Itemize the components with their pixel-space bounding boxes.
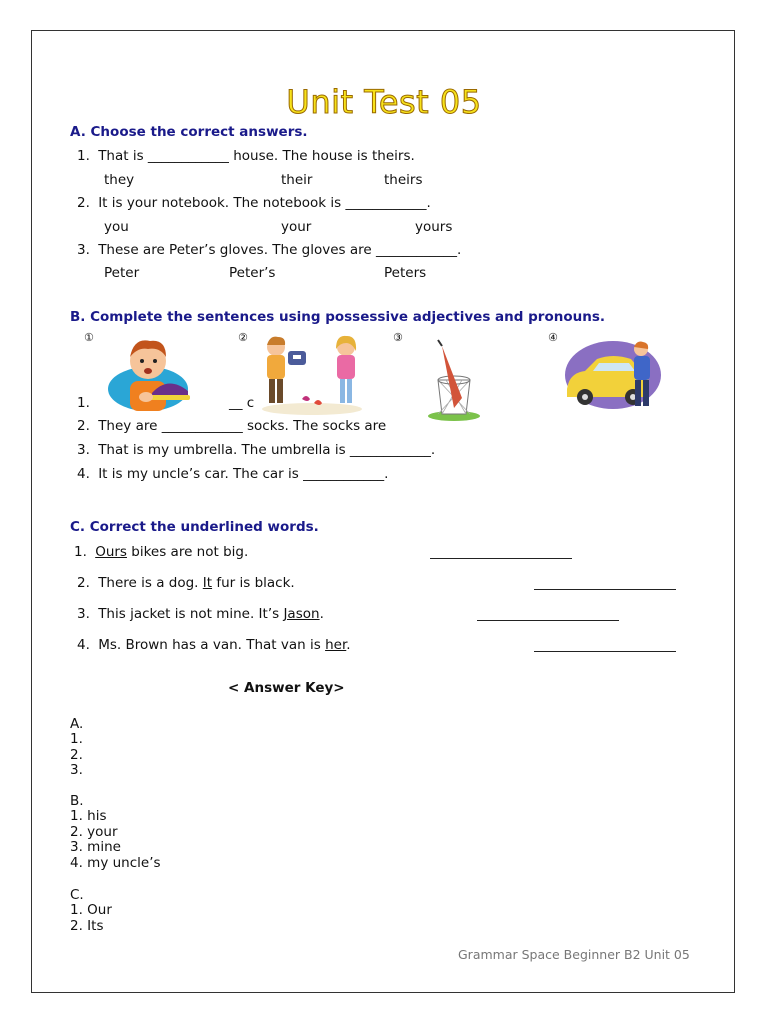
item-text-after: bikes are not big.: [126, 544, 249, 560]
question-text: It is your notebook. The notebook is ____________.: [98, 195, 431, 211]
correction-item-4: [77, 637, 351, 653]
question-text: These are Peter’s gloves. The gloves are ____________.: [98, 242, 462, 258]
sentence-text: They are ____________ socks. The socks are: [98, 418, 387, 434]
item-number: 4.: [77, 637, 90, 653]
item-text-before: Ms. Brown has a van. That van is: [98, 637, 326, 653]
underlined-word: her: [325, 637, 347, 653]
option-a1-3: theirs: [384, 172, 423, 188]
answer-line: 2.: [70, 746, 83, 763]
option-a2-2: your: [281, 219, 312, 235]
answer-line: 3. mine: [70, 839, 121, 856]
item-number: 2.: [77, 575, 90, 591]
answer-line: 3.: [70, 762, 83, 779]
answer-key-c: [70, 888, 112, 934]
page-title: Unit Test 05: [286, 83, 482, 121]
item-text-after: fur is black.: [212, 575, 295, 591]
sentence-b3: [77, 442, 435, 458]
sentence-number: 1.: [77, 395, 90, 411]
picture-number-3: ③: [393, 331, 403, 344]
answer-key-label: B.: [70, 793, 84, 809]
answer-line: 2. your: [70, 823, 118, 840]
answer-line-c1[interactable]: [430, 558, 572, 559]
answer-line-c2[interactable]: [534, 589, 676, 590]
option-a3-3: Peters: [384, 265, 427, 281]
uncle-car-illustration: [563, 337, 667, 417]
answer-line-c4[interactable]: [534, 651, 676, 652]
item-number: 1.: [74, 544, 87, 560]
correction-item-2: [77, 575, 295, 591]
answer-line: 4. my uncle’s: [70, 854, 161, 871]
item-text-after: .: [319, 606, 324, 622]
item-text-after: .: [346, 637, 351, 653]
question-number: 2.: [77, 195, 90, 211]
sentence-b1: [77, 395, 90, 411]
underlined-word: It: [202, 575, 213, 591]
option-a1-1: they: [104, 172, 135, 188]
item-number: 3.: [77, 606, 90, 622]
question-a3: [77, 242, 461, 258]
option-a2-1: you: [104, 219, 129, 235]
sentence-b2: [77, 418, 386, 434]
underlined-word: Jason: [283, 606, 320, 622]
underlined-word: Ours: [95, 544, 127, 560]
answer-key-label: A.: [70, 716, 84, 732]
picture-number-1: ①: [84, 331, 94, 344]
option-a1-2: their: [281, 172, 313, 188]
item-text-before: This jacket is not mine. It’s: [98, 606, 284, 622]
question-a1: [77, 148, 415, 164]
section-b-heading: B. Complete the sentences using possessive adjectives and pronouns.: [70, 309, 606, 325]
answer-line: 1.: [70, 731, 83, 748]
answer-key-b: [70, 794, 161, 871]
answer-key-heading: < Answer Key>: [228, 680, 345, 696]
answer-line-c3[interactable]: [477, 620, 619, 621]
option-a2-3: yours: [415, 219, 453, 235]
question-number: 1.: [77, 148, 90, 164]
correction-item-3: [77, 606, 324, 622]
picture-number-2: ②: [238, 331, 248, 344]
item-text-before: There is a dog.: [98, 575, 203, 591]
umbrella-in-basket-illustration: [426, 338, 482, 422]
kids-with-socks-illustration: [260, 333, 364, 415]
sentence-b1-text: __ c: [229, 395, 255, 411]
picture-number-4: ④: [548, 331, 558, 344]
answer-line: 2. Its: [70, 917, 104, 934]
boy-with-cap-illustration: [104, 333, 190, 413]
sentence-number: 3.: [77, 442, 90, 458]
sentence-text: That is my umbrella. The umbrella is ____________.: [98, 442, 436, 458]
option-a3-2: Peter’s: [229, 265, 276, 281]
answer-line: 1. Our: [70, 902, 112, 919]
sentence-b4: [77, 466, 388, 482]
question-a2: [77, 195, 431, 211]
sentence-number: 2.: [77, 418, 90, 434]
sentence-number: 4.: [77, 466, 90, 482]
correction-item-1: [74, 544, 248, 560]
answer-key-label: C.: [70, 887, 84, 903]
sentence-text: It is my uncle’s car. The car is ____________.: [98, 466, 389, 482]
question-number: 3.: [77, 242, 90, 258]
answer-line: 1. his: [70, 808, 107, 825]
question-text: That is ____________ house. The house is theirs.: [98, 148, 415, 164]
answer-key-a: [70, 717, 83, 779]
section-c-heading: C. Correct the underlined words.: [70, 519, 319, 535]
section-a-heading: A. Choose the correct answers.: [70, 124, 308, 140]
option-a3-1: Peter: [104, 265, 140, 281]
footer-text: Grammar Space Beginner B2 Unit 05: [458, 947, 690, 962]
